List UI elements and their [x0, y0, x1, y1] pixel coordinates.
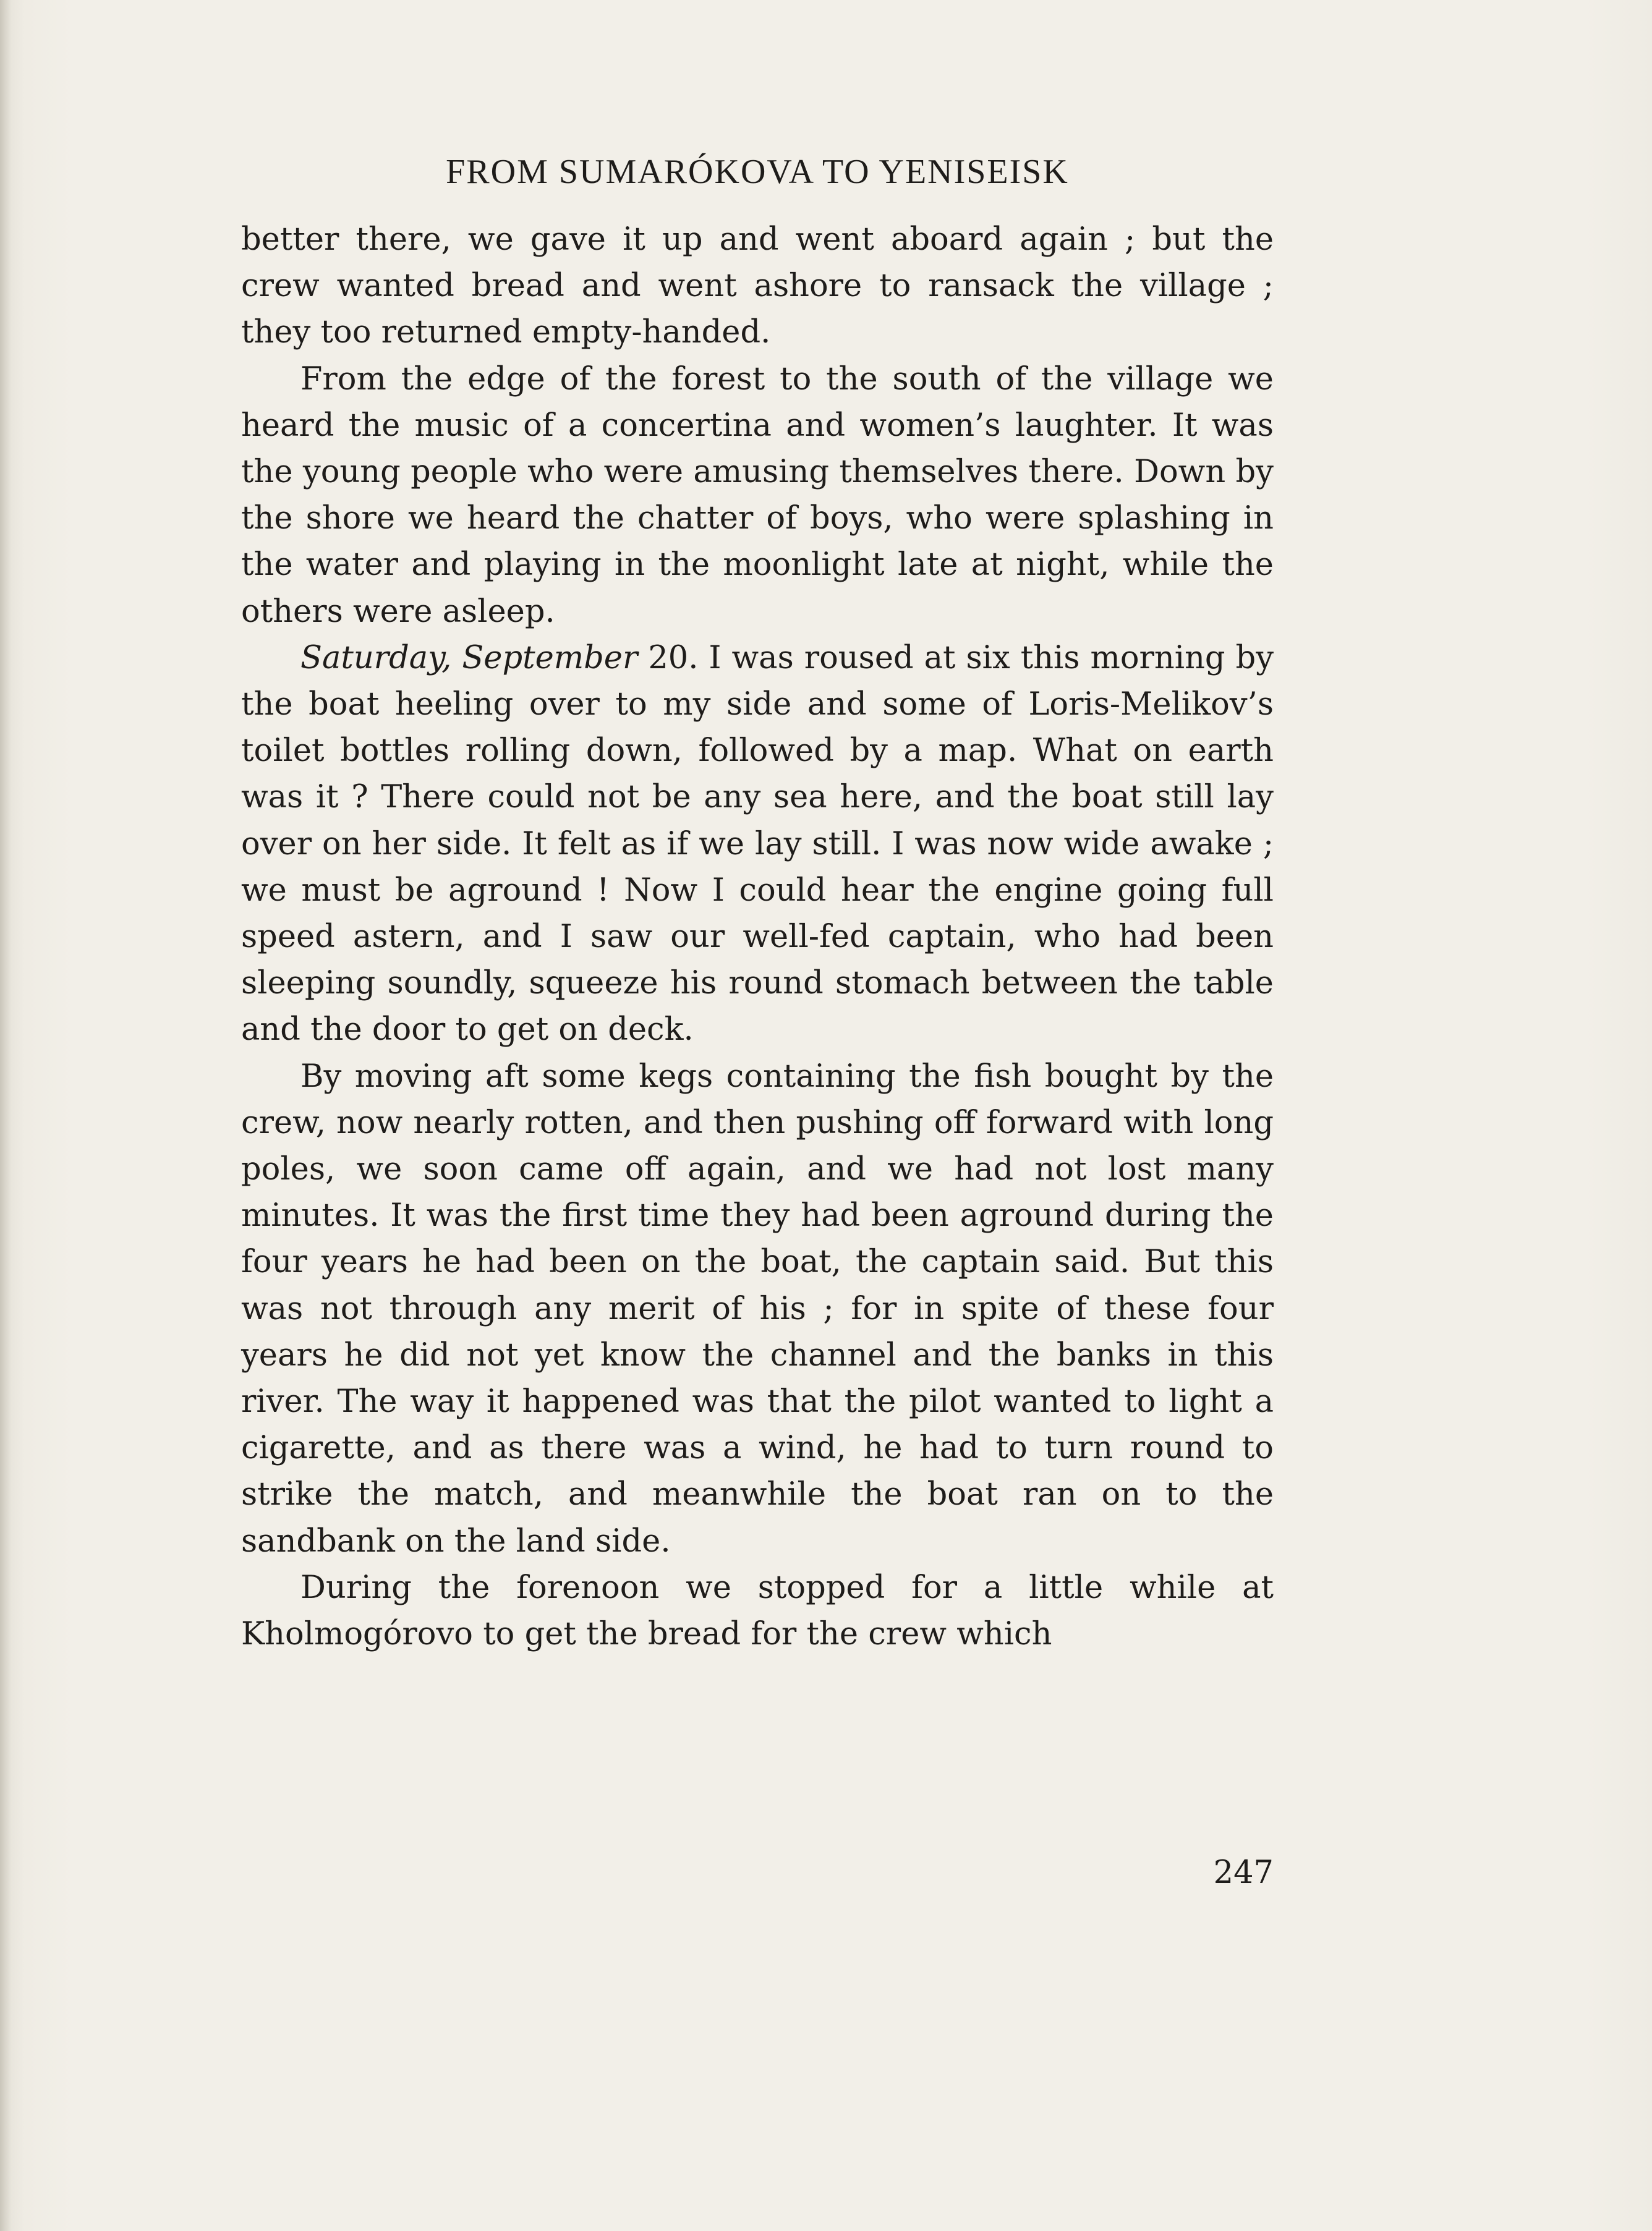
paragraph-3 [241, 635, 1274, 1053]
running-head: FROM SUMARÓKOVA TO YENISEISK [446, 153, 1069, 191]
paragraph-1: better there, we gave it up and went aboard again ; but the crew wanted bread and went ashore to ransack the village ; they too returned empty-handed. [241, 221, 1274, 351]
paragraph-4: By moving aft some kegs containing the fish bought by the crew, now nearly rotten, and then pushing off forward with long poles, we soon came off again, and we had not lost many minutes. It was the first time they had been aground during the four years he had been on the boat, the captain said. But this was not through any merit of his ; for in spite of these four years he did not yet know the channel and the banks in this river. The way it happened was that the pilot wanted to light a cigarette, and as there was a wind, he had to turn round to strike the match, and meanwhile the boat ran on to the sandbank on the land side. [241, 1058, 1274, 1560]
page-number: 247 [1213, 1855, 1274, 1891]
paragraph-2: From the edge of the forest to the south of the village we heard the music of a concertina and women’s laughter. It was the young people who were amusing themselves there. Down by the shore we heard the chatter of boys, who were splashing in the water and playing in the moonlight late at night, while the others were asleep. [241, 360, 1274, 630]
binding-edge [0, 0, 11, 2231]
paragraph-3-text: 20. I was roused at six this morning by the boat heeling over to my side and some of Loris-Melikov’s toilet bottles rolling down, followed by a map. What on earth was it ? There could not be any sea here, and the boat still lay over on her side. It felt as if we lay still. I was now wide awake ; we must be aground ! Now I could hear the engine going full speed astern, and I saw our well-fed captain, who had been sleeping soundly, squeeze his round stomach between the table and the door to get on deck. [241, 639, 1274, 1048]
body-text [241, 216, 1274, 1657]
diary-date: Saturday, September [300, 639, 638, 676]
paragraph-5: During the forenoon we stopped for a little while at Kholmogórovo to get the bread for the crew which [241, 1569, 1274, 1653]
